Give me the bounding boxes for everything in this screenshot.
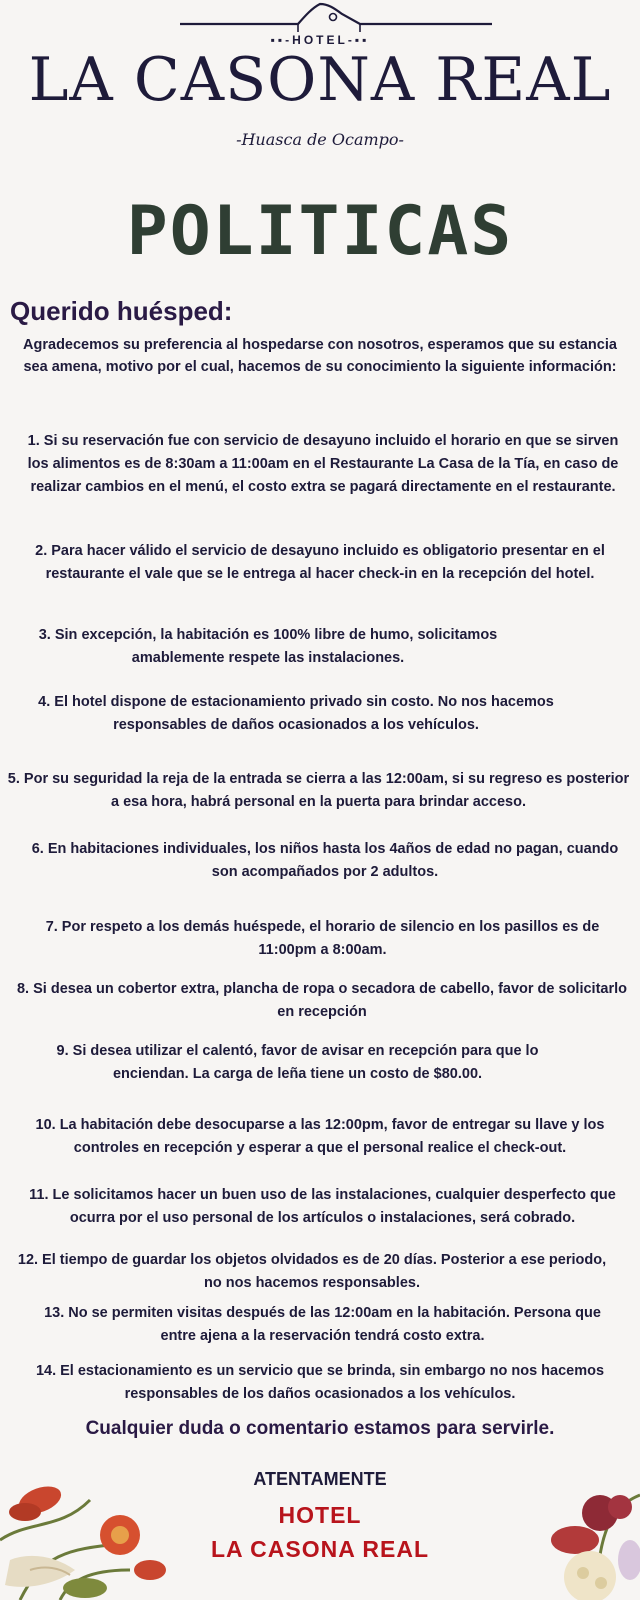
policy-item-11: 11. Le solicitamos hacer un buen uso de las instalaciones, cualquier desperfecto que ocurra por el uso personal de los artículos o instalaciones, será cobrado. bbox=[29, 1187, 616, 1226]
greeting: Querido huésped: bbox=[10, 296, 233, 326]
policy-item-13: 13. No se permiten visitas después de las 12:00am en la habitación. Persona que entre ajena a la reservación tendrá costo extra. bbox=[44, 1305, 601, 1344]
policy-item-4: 4. El hotel dispone de estacionamiento privado sin costo. No nos hacemos responsables de daños ocasionados a los vehículos. bbox=[38, 694, 554, 733]
hotel-name-logo: LA CASONA REAL bbox=[28, 45, 612, 115]
policy-item-8: 8. Si desea un cobertor extra, plancha de ropa o secadora de cabello, favor de solicitarlo en recepción bbox=[16, 981, 627, 1020]
policy-item-1: 1. Si su reservación fue con servicio de desayuno incluido el horario en que se sirven los alimentos es de 8:30am a 11:00am en el Restaurante La Casa de la Tía, en caso de realizar cambios en el menú, el costo extra se pagará directamente en el restaurante. bbox=[27, 433, 619, 495]
policy-item-14: 14. El estacionamiento es un servicio que se brinda, sin embargo no nos hacemos responsables de los daños ocasionados a los vehículos. bbox=[35, 1363, 605, 1402]
signoff-hotel-name: LA CASONA REAL bbox=[210, 1536, 429, 1562]
policy-item-2: 2. Para hacer válido el servicio de desayuno incluido es obligatorio presentar en el restaurante el vale que se le entrega al hacer check-in en la recepción del hotel. bbox=[35, 543, 605, 582]
policy-item-6: 6. En habitaciones individuales, los niños hasta los 4años de edad no pagan, cuando son acompañados por 2 adultos. bbox=[31, 841, 619, 880]
policy-item-12: 12. El tiempo de guardar los objetos olvidados es de 20 días. Posterior a ese periodo, no nos hacemos responsables. bbox=[17, 1252, 607, 1291]
policy-item-7: 7. Por respeto a los demás huéspede, el horario de silencio en los pasillos es de 11:00pm a 8:00am. bbox=[45, 919, 600, 958]
page-title: POLITICAS bbox=[126, 192, 514, 271]
policy-item-9: 9. Si desea utilizar el calentó, favor de avisar en recepción para que lo enciendan. La carga de leña tiene un costo de $80.00. bbox=[56, 1043, 539, 1082]
location-tagline: -Huasca de Ocampo- bbox=[236, 130, 404, 149]
policy-item-5: 5. Por su seguridad la reja de la entrada se cierra a las 12:00am, si su regreso es posterior a esa hora, habrá personal en la puerta para brindar acceso. bbox=[7, 771, 630, 810]
intro-paragraph: Agradecemos su preferencia al hospedarse con nosotros, esperamos que su estancia sea amena, motivo por el cual, hacemos de su conocimiento la siguiente información: bbox=[23, 337, 617, 375]
signoff-regards: ATENTAMENTE bbox=[253, 1469, 387, 1489]
hotel-label: ▪▪-HOTEL-▪▪ bbox=[270, 33, 370, 47]
hotel-logo bbox=[0, 0, 640, 150]
signoff-hotel: HOTEL bbox=[278, 1502, 362, 1528]
closing-message: Cualquier duda o comentario estamos para servirle. bbox=[85, 1418, 555, 1439]
decorative-flowers-right-icon bbox=[545, 1485, 640, 1600]
policy-item-10: 10. La habitación debe desocuparse a las 12:00pm, favor de entregar su llave y los controles en recepción y esperar a que el personal realice el check-out. bbox=[35, 1117, 605, 1156]
policy-item-3: 3. Sin excepción, la habitación es 100% libre de humo, solicitamos amablemente respete las instalaciones. bbox=[38, 627, 498, 666]
decorative-flowers-left-icon bbox=[0, 1460, 170, 1600]
